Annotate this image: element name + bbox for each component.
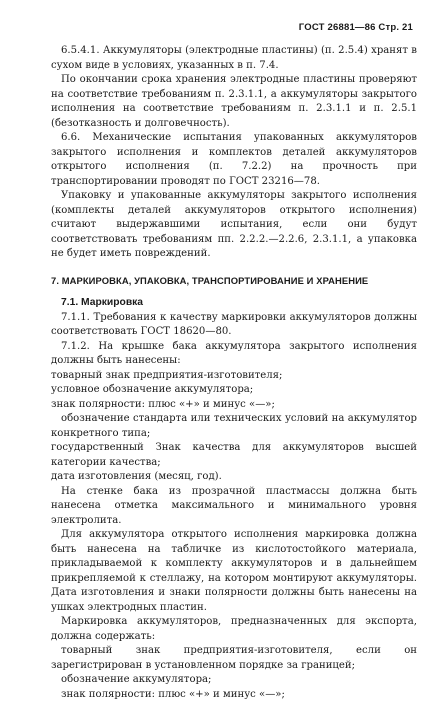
list-item: знак полярности: плюс «+» и минус «—»; bbox=[51, 398, 417, 413]
subsection-title: 7.1. Маркировка bbox=[51, 296, 417, 311]
list-item: товарный знак предприятия-изготовителя, если он зарегистрирован в установленном порядке за границей; bbox=[51, 644, 417, 673]
paragraph-wall-mark: На стенке бака из прозрачной пластмассы должна быть нанесена отметка максимального и минимального уровня электролита. bbox=[51, 485, 417, 529]
paragraph-open-type: Для аккумулятора открытого исполнения маркировка должна быть нанесена на табличке из кислотостойкого материала, прикладываемой к комплекту аккумуляторов и в дальнейшем прикрепляемой к стеллажу, на котором монтируют аккумуляторы. Дата изготовления и знаки полярности должны быть нанесены на ушках электродных пластин. bbox=[51, 528, 417, 615]
list-item: обозначение аккумулятора; bbox=[51, 673, 417, 688]
paragraph-7-1-1: 7.1.1. Требования к качеству маркировки аккумуляторов должны соответствовать ГОСТ 18620—80. bbox=[51, 311, 417, 340]
page-header: ГОСТ 26881—86 Стр. 21 bbox=[299, 22, 413, 33]
paragraph-storage-check: По окончании срока хранения электродные пластины проверяют на соответствие требованиям п. 2.3.1.1, а аккумуляторы закрытого исполнения на соответствие требованиям п. 2.3.1.1 и п. 2.5.1 (безотказность и долговечность). bbox=[51, 73, 417, 131]
paragraph-export: Маркировка аккумуляторов, предназначенных для экспорта, должна содержать: bbox=[51, 615, 417, 644]
list-item: товарный знак предприятия-изготовителя; bbox=[51, 369, 417, 384]
list-item: дата изготовления (месяц, год). bbox=[51, 470, 417, 485]
list-item: знак полярности: плюс «+» и минус «—»; bbox=[51, 688, 417, 702]
page-content bbox=[51, 44, 417, 702]
list-item: условное обозначение аккумулятора; bbox=[51, 383, 417, 398]
paragraph-6-6: 6.6. Механические испытания упакованных аккумуляторов закрытого исполнения и комплектов деталей аккумуляторов открытого исполнения (п. 7.2.2) на прочность при транспортировании проводят по ГОСТ 23216—78. bbox=[51, 131, 417, 189]
paragraph-packaging-result: Упаковку и упакованные аккумуляторы закрытого исполнения (комплекты деталей аккумуляторов открытого исполнения) считают выдержавшими испытания, если они будут соответствовать требованиям пп. 2.2.2.—2.2.6, 2.3.1.1, а упаковка не будет иметь повреждений. bbox=[51, 189, 417, 262]
paragraph-7-1-2: 7.1.2. На крышке бака аккумулятора закрытого исполнения должны быть нанесены: bbox=[51, 340, 417, 369]
list-item: обозначение стандарта или технических условий на аккумулятор конкретного типа; bbox=[51, 412, 417, 441]
list-item: государственный Знак качества для аккумуляторов высшей категории качества; bbox=[51, 441, 417, 470]
paragraph-6-5-4-1: 6.5.4.1. Аккумуляторы (электродные пластины) (п. 2.5.4) хранят в сухом виде в условиях, указанных в п. 7.4. bbox=[51, 44, 417, 73]
section-title: 7. МАРКИРОВКА, УПАКОВКА, ТРАНСПОРТИРОВАНИЕ И ХРАНЕНИЕ bbox=[51, 274, 417, 289]
